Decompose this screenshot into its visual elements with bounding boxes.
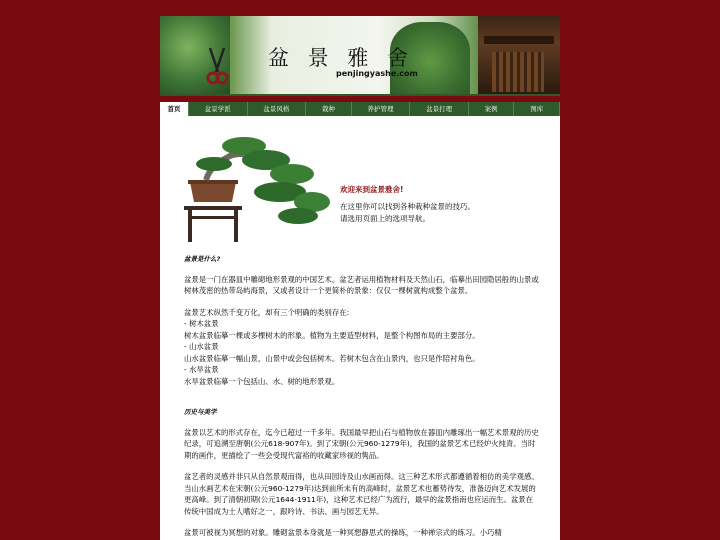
paragraph: 盆景可被视为冥想的对象。雕砌盆景本身就是一种冥想静思式的操练，一种禅宗式的练习。小巧精 xyxy=(184,528,502,537)
type-name: - 山水盆景 xyxy=(184,342,219,351)
nav-item-planting[interactable]: 栽种 xyxy=(306,102,352,116)
welcome-headline: 欢迎来到盆景雅舍! xyxy=(340,185,404,194)
site-banner xyxy=(160,16,560,96)
type-name: - 水旱盆景 xyxy=(184,365,219,374)
paragraph: 盆艺者的灵感并非只从自然景观而得，也从田园诗及山水画而得。这三种艺术形式都遵循着相仿的美学观感。当山水画艺术在宋朝(公元960-1279年)达到前所未有的高峰时，盆景艺术也蓄势待发，准备迈向艺术发展的更高峰。到了清朝初期(公元1644-1911年)，这种艺术已经广为流行，最早的盆景指南也应运而生。盆景在传统中国成为士人嗜好之一，跟吟诗、书法、画与园艺无异。 xyxy=(184,472,539,516)
article-body xyxy=(184,254,540,540)
page-container xyxy=(160,16,560,540)
type-name: - 树木盆景 xyxy=(184,319,219,328)
type-desc: 水旱盆景临摹一个包括山、水、树的地形景观。 xyxy=(184,376,340,386)
scissors-icon xyxy=(204,46,230,86)
site-title: 盆 景 雅 舍 xyxy=(268,46,415,70)
nav-item-gallery[interactable]: 图库 xyxy=(514,102,560,116)
welcome-line-2: 请选用页面上的选项导航。 xyxy=(340,214,430,223)
type-desc: 树木盆景临摹一棵或多棵树木的形象。植物为主要造型材料，是整个构图布局的主要部分。 xyxy=(184,330,480,340)
nav-item-care[interactable]: 养护管理 xyxy=(352,102,411,116)
types-intro: 盆景艺术纵然千变万化，却有三个明确的类别存在: xyxy=(184,307,350,317)
section-heading-history: 历史与美学 xyxy=(184,408,217,416)
nav-item-maintenance[interactable]: 盆景打理 xyxy=(410,102,469,116)
nav-item-styles[interactable]: 盆景风格 xyxy=(248,102,307,116)
paragraph: 盆景以艺术的形式存在，迄今已超过一千多年。我国最早把山石与植物放在器皿内雕琢出一幅艺术景观的历史纪录，可追溯至唐朝(公元618-907年)。到了宋朝(公元960-1279年)，我国的盆景艺术已经炉火纯青。当时期的画作，更描绘了一些会受现代富裕的收藏家珍视的隽品。 xyxy=(184,427,539,460)
main-content xyxy=(160,116,560,540)
nav-item-cases[interactable]: 案例 xyxy=(469,102,515,116)
bonsai-tree-image xyxy=(184,130,330,242)
section-heading-what: 盆景是什么? xyxy=(184,255,221,263)
site-url: penjingyashe.com xyxy=(336,69,418,78)
nav-item-schools[interactable]: 盆景学派 xyxy=(189,102,248,116)
welcome-block xyxy=(340,184,540,225)
welcome-line-1: 在这里你可以找到各种栽种盆景的技巧。 xyxy=(340,202,475,211)
nav-item-home[interactable]: 首页 xyxy=(160,102,189,116)
type-desc: 山水盆景临摹一幅山景，山景中或会包括树木。若树木包含在山景内，也只是作陪衬角色。 xyxy=(184,353,480,363)
paragraph: 盆景是一门在器皿中雕砌地形景观的中国艺术。盆艺者运用植物材料及天然山石，临摹出田园隐居般的山景或树林茂密的热带岛屿海景，又或者设计一个更简朴的景象：仅仅一棵树就构成整个盆景。 xyxy=(184,274,539,295)
main-nav xyxy=(160,102,560,116)
pagoda-roof-image xyxy=(478,16,560,94)
